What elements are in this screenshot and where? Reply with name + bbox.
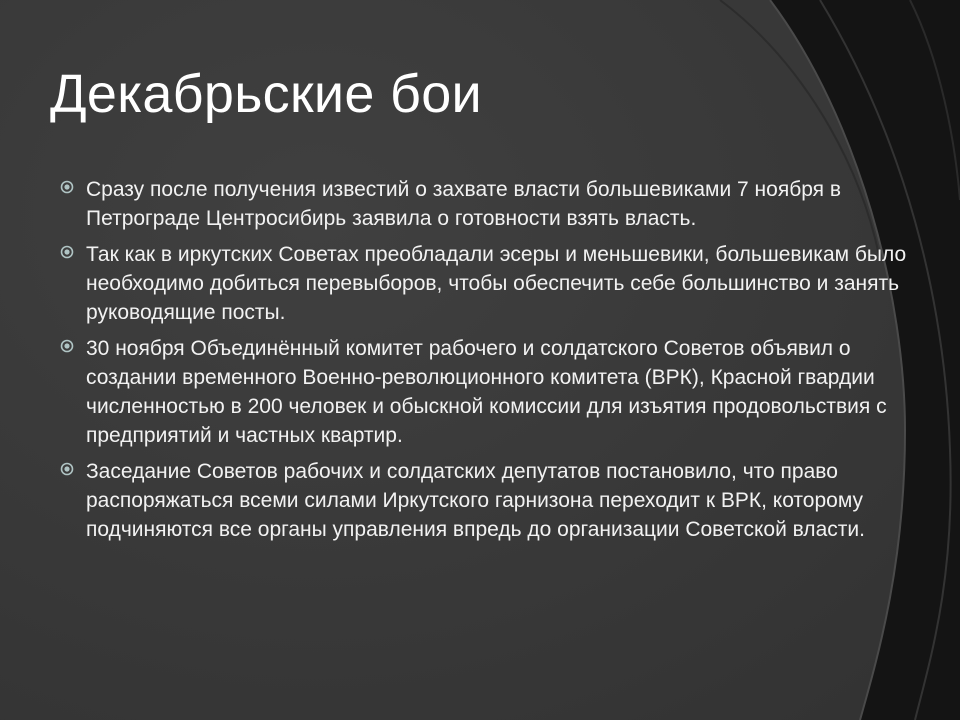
slide-title: Декабрьские бои (50, 64, 482, 124)
bullet-item (60, 175, 940, 233)
bullet-item (60, 457, 940, 544)
bullet-item (60, 240, 940, 327)
bullet-text: 30 ноября Объединённый комитет рабочего и солдатского Советов объявил о создании временного Военно-революционного комитета (ВРК), Красной гвардии численностью в 200 человек и обыскной комиссии для изъятия продовольствия с предприятий и частных квартир. (86, 337, 887, 447)
bullet-text: Заседание Советов рабочих и солдатских депутатов постановило, что право распоряжаться всеми силами Иркутского гарнизона переходит к ВРК, которому подчиняются все органы управления впредь до организации Советской власти. (86, 460, 865, 541)
concentric-circle-bullet-icon (60, 339, 74, 353)
concentric-circle-bullet-icon (60, 180, 74, 194)
bullet-item (60, 334, 940, 450)
bullet-text: Так как в иркутских Советах преобладали эсеры и меньшевики, большевикам было необходимо добиться перевыборов, чтобы обеспечить себе большинство и занять руководящие посты. (86, 243, 907, 324)
bullet-text: Сразу после получения известий о захвате власти большевиками 7 ноября в Петрограде Центросибирь заявила о готовности взять власть. (86, 178, 842, 230)
concentric-circle-bullet-icon (60, 462, 74, 476)
bullet-list (60, 175, 940, 551)
concentric-circle-bullet-icon (60, 245, 74, 259)
